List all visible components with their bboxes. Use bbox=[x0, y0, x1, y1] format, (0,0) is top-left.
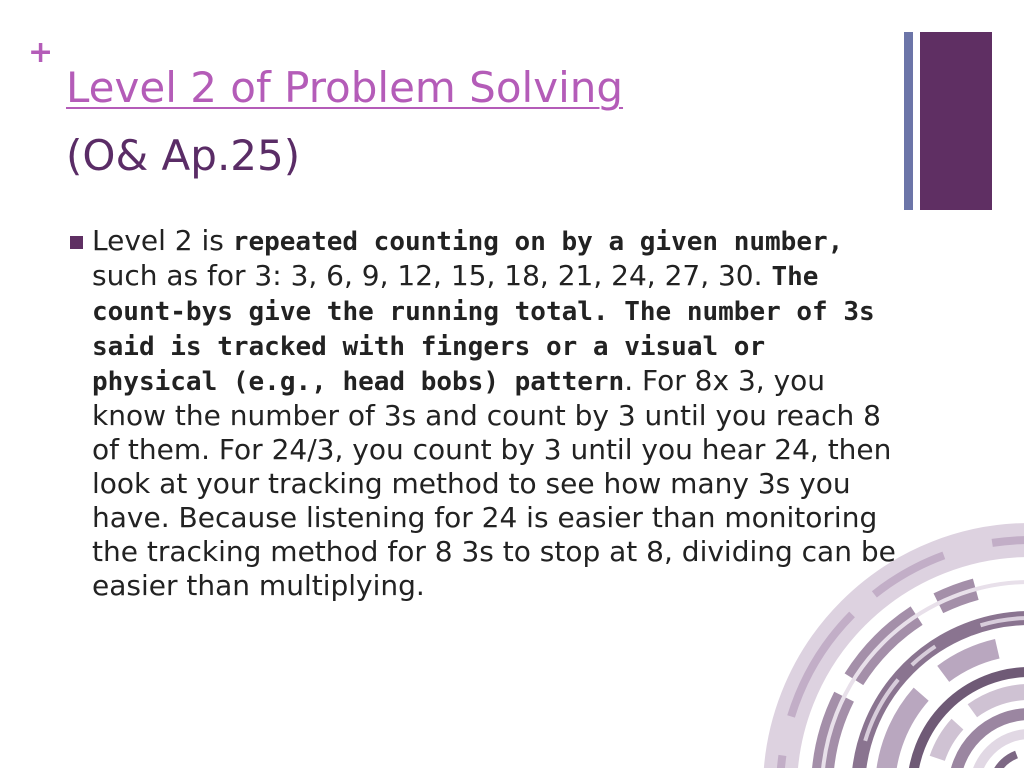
slide-subtitle: (O& Ap.25) bbox=[66, 131, 301, 180]
bullet-text-seg5: . For 8x 3, you know the number of 3s and count by 3 until you reach 8 of them. For 24/3, you count by 3 until you hear 24, then look at your tracking method to see how many 3s you have. Because listening for 24 is easier than monitoring the tracking method for 8 3s to stop at 8, dividing can be easier than multiplying. bbox=[92, 364, 896, 602]
accent-bar-thin bbox=[904, 32, 913, 210]
bullet-square-icon bbox=[70, 236, 83, 249]
plus-marker: + bbox=[28, 35, 54, 70]
bullet-text-seg1: Level 2 is bbox=[92, 224, 233, 257]
accent-bar-thick bbox=[920, 32, 992, 210]
bullet-text-bold1: repeated counting on by a given number, bbox=[232, 227, 844, 257]
bullet-text-bold2: The count-bys give the running total. The number of 3s said is tracked with fingers or a visual or physical (e.g., head bobs) pattern bbox=[92, 262, 875, 397]
bullet-text bbox=[92, 224, 897, 603]
slide-title-link[interactable]: Level 2 of Problem Solving bbox=[66, 63, 624, 112]
bullet-text-seg3: such as for 3: 3, 6, 9, 12, 15, 18, 21, 24, 27, 30. bbox=[92, 259, 772, 292]
